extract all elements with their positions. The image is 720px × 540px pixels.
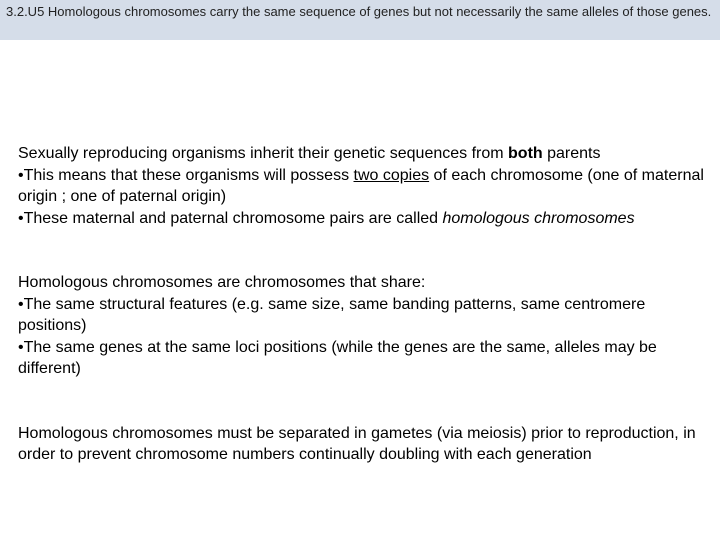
spacer (18, 380, 708, 423)
two-copies-text-end: of each chromosome (one of maternal origin ; one of paternal origin) (18, 166, 704, 205)
spacer (18, 229, 708, 272)
both-emphasis: both (508, 145, 543, 162)
inheritance-text-end: parents (542, 145, 601, 162)
homologous-pairs-text: •These maternal and paternal chromosome pairs are called (18, 209, 443, 227)
homologous-pairs-bullet (18, 208, 708, 230)
shared-features-block (18, 272, 708, 380)
slide-content (18, 143, 708, 466)
two-copies-bullet (18, 165, 708, 208)
separation-block (18, 423, 708, 466)
separation-statement: Homologous chromosomes must be separated in gametes (via meiosis) prior to reproduction, in order to prevent chromosome numbers continually doubling with each generation (18, 424, 696, 463)
structural-features-bullet: •The same structural features (e.g. same size, same banding patterns, same centromere positions) (18, 295, 646, 334)
inheritance-block (18, 143, 708, 229)
header-title: 3.2.U5 Homologous chromosomes carry the same sequence of genes but not necessarily the same alleles of those genes. (6, 4, 712, 19)
two-copies-underline: two copies (353, 166, 430, 184)
inheritance-text-start: Sexually reproducing organisms inherit their genetic sequences from (18, 145, 509, 162)
inheritance-statement (18, 143, 708, 165)
homologous-chromosomes-term: homologous chromosomes (442, 209, 635, 227)
same-genes-bullet: •The same genes at the same loci positions (while the genes are the same, alleles may be different) (18, 338, 657, 377)
two-copies-text-start: •This means that these organisms will possess (18, 166, 354, 184)
shared-features-intro: Homologous chromosomes are chromosomes that share: (18, 274, 426, 291)
slide-header (0, 0, 720, 40)
